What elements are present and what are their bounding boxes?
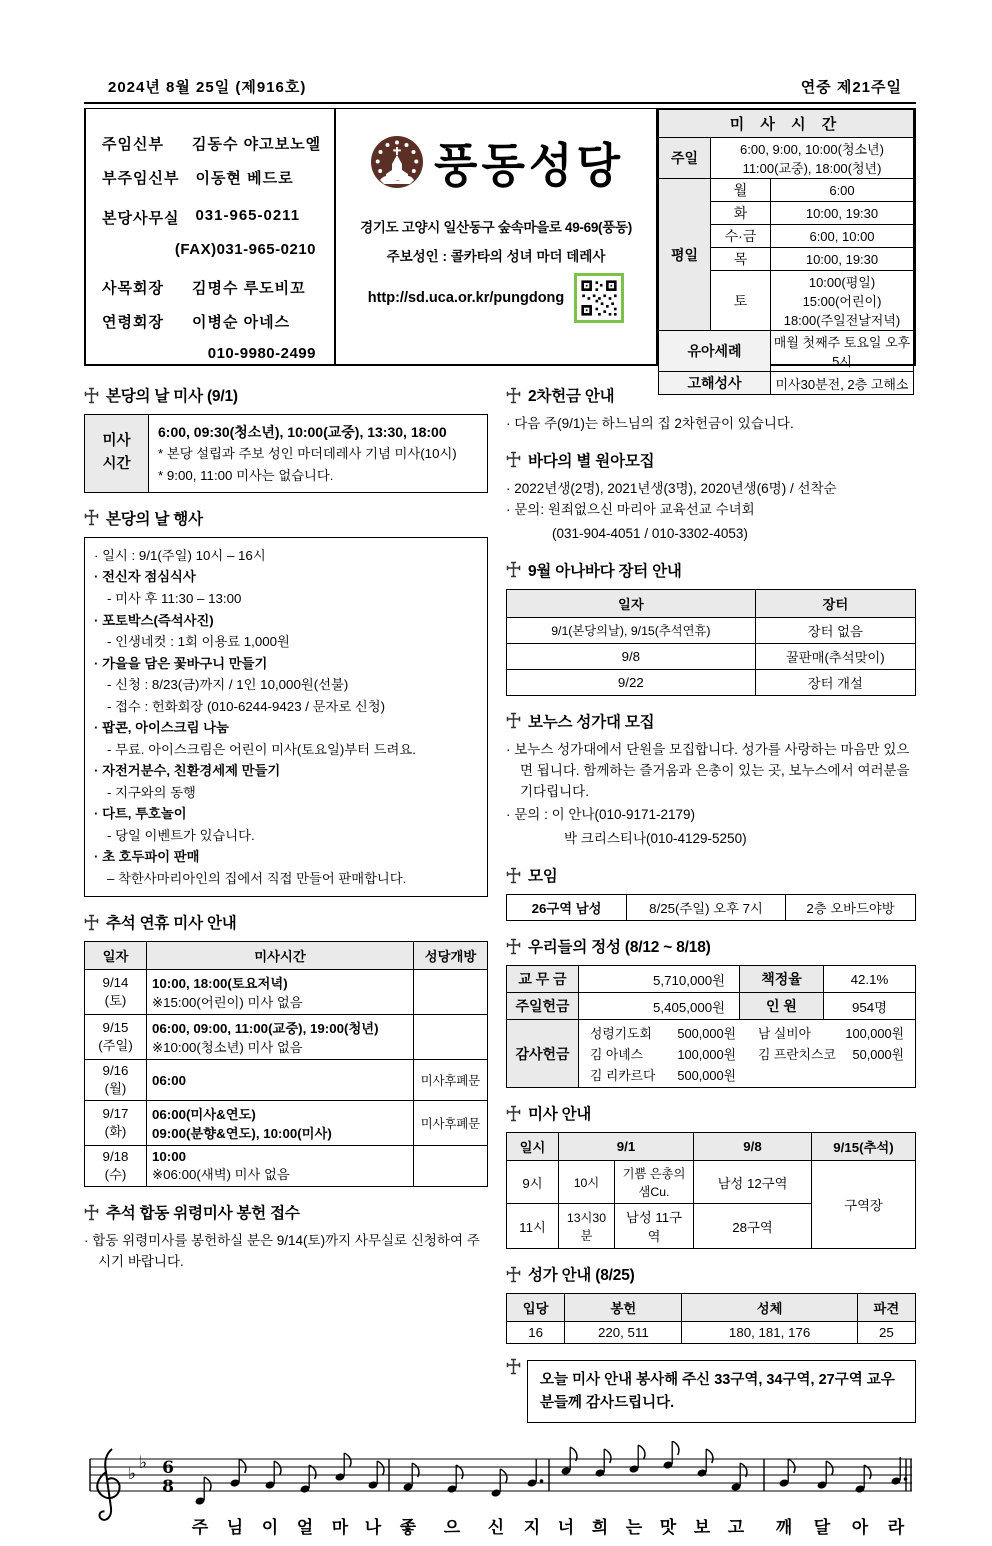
donor: 김 프란치스코 [758, 1047, 836, 1063]
date-cell [85, 1060, 147, 1101]
qr-code [574, 273, 624, 323]
cross-icon [84, 914, 99, 931]
times-cell [147, 1060, 414, 1101]
thanks-note-text: 오늘 미사 안내 봉사해 주신 33구역, 34구역, 27구역 교우분들께 감사드립니다. [527, 1360, 916, 1423]
table-row [85, 1101, 488, 1146]
svg-text:고: 고 [727, 1518, 745, 1538]
mass-guide-table [506, 1132, 916, 1249]
section-title-text: 9월 아나바다 장터 안내 [528, 562, 682, 580]
table-row [85, 1146, 488, 1187]
contact-fax: (FAX)031-965-0210 [174, 241, 316, 258]
times: 10:00, 18:00(토요저녁) [152, 976, 288, 992]
time-thu: 10:00, 19:30 [771, 248, 914, 271]
svg-text:는: 는 [625, 1518, 643, 1538]
time-sat-3: 18:00(주일전날저녁) [783, 313, 901, 328]
meeting-place: 2층 오바드야방 [786, 895, 916, 921]
times-note: ※06:00(새벽) 미사 없음 [152, 1167, 290, 1183]
donor: 남 실비아 [758, 1026, 812, 1042]
open-cell: 미사후폐문 [414, 1060, 488, 1101]
event-item: · 자전거분수, 친환경세제 만들기 [94, 763, 281, 779]
time-mon: 6:00 [771, 179, 914, 202]
mass-guide-cell: 10시 [559, 1161, 615, 1204]
key-flat-1: ♭ [128, 1464, 137, 1485]
offering-value: 5,405,000원 [579, 993, 740, 1020]
svg-text:라: 라 [887, 1518, 905, 1538]
donation-item [584, 1023, 742, 1042]
sunday-times-2: 11:00(교중), 18:00(청년) [742, 161, 882, 176]
meeting-group: 26구역 남성 [507, 895, 627, 921]
section-title [506, 559, 916, 581]
offering-value: 954명 [824, 993, 916, 1020]
table-row [507, 993, 916, 1020]
brand-row [342, 129, 650, 194]
event-subitem: - 인생네컷 : 1회 이용료 1,000원 [107, 634, 290, 650]
svg-text:깨: 깨 [775, 1518, 793, 1538]
thanks-note [506, 1360, 916, 1423]
choir-recruit-paragraph: · 보누스 성가대에서 단원을 모집합니다. 성가를 사랑하는 마음만 있으면 됩니다. 함께하는 즐거움과 은총이 있는 곳, 보누스에서 여러분을 기다립니다. [506, 741, 910, 799]
section-title [506, 864, 916, 886]
contact-row [102, 133, 326, 154]
times-note: ※10:00(청소년) 미사 없음 [152, 1040, 303, 1056]
section-title-text: 우리들의 정성 (8/12 ~ 8/18) [528, 939, 711, 957]
section-title-text: 성가 안내 (8/25) [528, 1267, 635, 1285]
second-offering-note: · 다음 주(9/1)는 하느님의 집 2차헌금이 있습니다. [506, 416, 794, 431]
church-address: 경기도 고양시 일산동구 숲속마을로 49-69(풍동) [360, 220, 632, 235]
weekday: (수) [104, 1167, 127, 1183]
col-header: 일시 [507, 1133, 559, 1161]
event-item: · 초 호두파이 판매 [94, 849, 200, 865]
cross-icon [506, 1358, 521, 1375]
col-header: 일자 [507, 589, 756, 617]
date: 9/18 [102, 1149, 129, 1165]
section-title-text: 본당의 날 미사 (9/1) [106, 388, 238, 405]
svg-text:이: 이 [261, 1518, 279, 1538]
contact-value: 031-965-0211 [195, 207, 301, 224]
col-header: 일자 [85, 942, 147, 970]
time-signature-top: 6 [162, 1458, 174, 1479]
cross-icon [506, 451, 521, 468]
svg-text:얼: 얼 [296, 1518, 314, 1538]
amount: 50,000원 [852, 1047, 904, 1063]
times-cell [147, 1015, 414, 1060]
donor: 성령기도회 [590, 1026, 652, 1042]
col-header: 봉헌 [565, 1294, 682, 1322]
date-cell [85, 970, 147, 1015]
memorial-mass-note: · 합동 위령미사를 봉헌하실 분은 9/14(토)까지 사무실로 신청하여 주시기 바랍니다. [84, 1233, 480, 1270]
event-subitem: – 착한사마리아인의 집에서 직접 만들어 판매합니다. [107, 870, 407, 886]
cross-icon [506, 712, 521, 729]
thanks-offering-cell [579, 1020, 916, 1088]
contact-row [102, 277, 326, 298]
section-title [506, 935, 916, 957]
market-table [506, 589, 916, 696]
time-sat-1: 10:00(평일) [808, 275, 876, 290]
church-name: 풍동성당 [434, 138, 624, 193]
section-title [84, 507, 488, 529]
table-row [507, 617, 916, 643]
meeting-time: 8/25(주일) 오후 7시 [627, 895, 786, 921]
date-cell [85, 1146, 147, 1187]
mass-time-label-2: 시간 [102, 456, 131, 473]
event-item: · 팝콘, 아이스크림 나눔 [94, 720, 229, 736]
date: 9/17 [102, 1106, 129, 1122]
col-header: 9/8 [694, 1133, 812, 1161]
cross-icon [506, 867, 521, 884]
contact-label: 연령회장 [102, 314, 164, 331]
donor: 김 아녜스 [590, 1047, 644, 1063]
svg-text:보: 보 [693, 1518, 711, 1538]
section-title [506, 1263, 916, 1285]
left-column [84, 380, 488, 1423]
sunday-times [711, 138, 914, 179]
weekday: (토) [104, 993, 127, 1009]
col-header: 미사시간 [147, 942, 414, 970]
date: 9/14 [102, 975, 129, 991]
contact-row [102, 345, 326, 362]
times-note: ※15:00(어린이) 미사 없음 [152, 995, 303, 1011]
mass-note-1: * 본당 설립과 주보 성인 마더데레사 기념 미사(10시) [158, 446, 457, 462]
col-header: 장터 [755, 589, 915, 617]
hymn-staff [84, 1441, 916, 1546]
time-sat-2: 15:00(어린이) [802, 294, 882, 309]
weekday-label: 평일 [659, 179, 711, 331]
confession-label: 고해성사 [659, 372, 771, 395]
parish-day-events-box [84, 537, 488, 898]
section-title-text: 모임 [528, 868, 558, 886]
svg-text:희: 희 [591, 1518, 609, 1538]
event-subitem: - 당일 이벤트가 있습니다. [107, 827, 255, 843]
market-value: 장터 개설 [755, 669, 915, 695]
svg-text:지: 지 [523, 1518, 541, 1538]
svg-text:신: 신 [487, 1518, 505, 1538]
hymn-number: 180, 181, 176 [682, 1322, 857, 1344]
main-columns [84, 380, 916, 1423]
kindergarten-line: · 문의: 원죄없으신 마리아 교육선교 수녀회 [506, 501, 755, 517]
issue-date: 2024년 8월 25일 (제916호) [108, 79, 307, 96]
treble-clef-icon [97, 1449, 119, 1520]
chuseok-mass-table [84, 941, 488, 1187]
mass-guide-cell: 구역장 [812, 1161, 916, 1249]
cross-icon [506, 387, 521, 404]
contact-value: 김명수 루도비꼬 [192, 280, 306, 297]
contact-row [102, 207, 326, 228]
market-value: 장터 없음 [755, 617, 915, 643]
hymn-number: 220, 511 [565, 1322, 682, 1344]
liturgical-week: 연중 제21주일 [800, 79, 902, 96]
col-header: 9/1 [559, 1133, 694, 1161]
offering-table [506, 965, 916, 1088]
cross-icon [84, 387, 99, 404]
day-sat: 토 [711, 271, 771, 331]
table-row [507, 669, 916, 695]
table-row [507, 1161, 916, 1204]
right-column [506, 380, 916, 1423]
offering-label: 책정율 [740, 966, 824, 993]
event-subitem: - 접수 : 헌화회장 (010-6244-9423 / 문자로 신청) [107, 698, 386, 714]
donation-item [584, 1044, 742, 1063]
svg-text:마: 마 [331, 1518, 349, 1538]
mass-guide-cell: 남성 11구역 [615, 1204, 694, 1249]
baptism-value: 매월 첫째주 토요일 오후5시 [771, 331, 914, 372]
confession-value: 미사30분전, 2층 고해소 [771, 372, 914, 395]
kindergarten-phone: (031-904-4051 / 010-3302-4053) [552, 525, 748, 541]
date-cell [85, 1015, 147, 1060]
svg-text:으: 으 [443, 1518, 461, 1538]
day-mon: 월 [711, 179, 771, 202]
market-date: 9/1(본당의날), 9/15(추석연휴) [507, 617, 756, 643]
mass-times: 6:00, 09:30(청소년), 10:00(교중), 13:30, 18:00 [158, 424, 447, 440]
event-subitem: - 미사 후 11:30 – 13:00 [107, 590, 242, 606]
open-cell: 미사후폐문 [414, 1101, 488, 1146]
table-row [507, 895, 916, 921]
col-header: 입당 [507, 1294, 565, 1322]
weekday: (화) [104, 1124, 127, 1140]
table-row [507, 966, 916, 993]
amount: 100,000원 [677, 1047, 736, 1063]
table-row [85, 970, 488, 1015]
day-thu: 목 [711, 248, 771, 271]
section-title [506, 710, 916, 732]
open-cell [414, 1146, 488, 1187]
date-cell [85, 1101, 147, 1146]
mass-schedule-panel [658, 109, 914, 392]
table-row [85, 1015, 488, 1060]
section-title [506, 449, 916, 471]
section-title-text: 보누스 성가대 모집 [528, 713, 655, 731]
col-header: 9/15(추석) [812, 1133, 916, 1161]
mass-guide-cell: 9시 [507, 1161, 559, 1204]
event-item: · 가을을 담은 꽃바구니 만들기 [94, 655, 268, 671]
times: 06:00(미사&연도) [152, 1107, 256, 1123]
contact-label: 주임신부 [102, 136, 164, 153]
hymn-table [506, 1293, 916, 1344]
contact-row [102, 241, 326, 258]
kindergarten-line: · 2022년생(2명), 2021년생(3명), 2020년생(6명) / 선착순 [506, 480, 837, 496]
contact-label: 사목회장 [102, 280, 164, 297]
market-date: 9/8 [507, 643, 756, 669]
market-date: 9/22 [507, 669, 756, 695]
masthead [84, 76, 916, 104]
day-tue: 화 [711, 202, 771, 225]
choir-contact-2: 박 크리스티나(010-4129-5250) [564, 831, 747, 847]
contact-panel [86, 109, 336, 364]
section-title-text: 바다의 별 원아모집 [528, 452, 655, 470]
offering-value: 5,710,000원 [579, 966, 740, 993]
contact-phone: 010-9980-2499 [207, 345, 316, 362]
cross-icon [506, 1105, 521, 1122]
section-title [84, 1201, 488, 1223]
contact-value: 김동수 야고보노엘 [192, 136, 322, 153]
cross-icon [506, 938, 521, 955]
event-item: · 다트, 투호놀이 [94, 806, 187, 822]
times-cell [147, 1101, 414, 1146]
parish-day-mass-table [84, 414, 488, 493]
contact-label: 부주임신부 [102, 170, 180, 187]
amount: 100,000원 [845, 1026, 904, 1042]
weekday: (주일) [98, 1038, 133, 1054]
time-sat [771, 271, 914, 331]
mass-time-label-1: 미사 [102, 433, 131, 450]
contact-row [102, 167, 326, 188]
mass-guide-cell: 28구역 [694, 1204, 812, 1249]
donation-item [752, 1044, 910, 1063]
svg-text:나: 나 [364, 1518, 382, 1538]
table-row [85, 1060, 488, 1101]
times: 09:00(분향&연도), 10:00(미사) [152, 1126, 332, 1142]
section-title-text: 2차헌금 안내 [528, 388, 615, 405]
cross-icon [506, 1266, 521, 1283]
sunday-times-1: 6:00, 9:00, 10:00(청소년) [740, 142, 884, 157]
mass-guide-cell: 11시 [507, 1204, 559, 1249]
event-subitem: - 무료. 아이스크림은 어린이 미사(토요일)부터 드려요. [107, 741, 416, 757]
event-item: · 일시 : 9/1(주일) 10시 – 16시 [94, 547, 266, 563]
patron-saint: 주보성인 : 콜카타의 성녀 마더 데레사 [386, 249, 606, 264]
meeting-table [506, 894, 916, 921]
open-cell [414, 1015, 488, 1060]
table-row [507, 1020, 916, 1088]
col-header: 성체 [682, 1294, 857, 1322]
market-value: 꿀판매(추석맞이) [755, 643, 915, 669]
col-header: 성당개방 [414, 942, 488, 970]
mass-guide-cell: 13시30분 [559, 1204, 615, 1249]
hymn-number: 25 [857, 1322, 915, 1344]
section-title-text: 미사 안내 [528, 1106, 592, 1124]
church-logo-icon [368, 133, 426, 191]
cross-icon [84, 509, 99, 526]
section-title [84, 384, 488, 406]
open-cell [414, 970, 488, 1015]
hymn-number: 16 [507, 1322, 565, 1344]
cross-icon [506, 561, 521, 578]
donor: 김 리카르다 [590, 1068, 656, 1084]
times-cell [147, 1146, 414, 1187]
donation-grid [584, 1023, 910, 1084]
church-url: http://sd.uca.or.kr/pungdong [367, 290, 565, 306]
event-item: · 전신자 점심식사 [94, 569, 196, 585]
time-wedfri: 6:00, 10:00 [771, 225, 914, 248]
mass-note-2: * 9:00, 11:00 미사는 없습니다. [158, 467, 334, 483]
time-signature-bottom: 8 [162, 1477, 174, 1498]
amount: 500,000원 [677, 1068, 736, 1084]
svg-text:달: 달 [813, 1518, 831, 1538]
notes-and-lyrics [192, 1441, 911, 1537]
times: 06:00 [152, 1072, 187, 1088]
section-title [84, 911, 488, 933]
bulletin-page [84, 76, 916, 1546]
mass-table-title: 미 사 시 간 [659, 110, 914, 138]
times: 06:00, 09:00, 11:00(교중), 19:00(청년) [152, 1021, 379, 1037]
offering-label: 교 무 금 [507, 966, 579, 993]
section-title-text: 추석 합동 위령미사 봉헌 접수 [106, 1205, 300, 1223]
day-wedfri: 수·금 [711, 225, 771, 248]
donation-item [752, 1023, 910, 1042]
mass-guide-cell: 남성 12구역 [694, 1161, 812, 1204]
cross-icon [84, 1204, 99, 1221]
svg-text:님: 님 [226, 1518, 244, 1538]
contact-value: 이동현 베드로 [195, 170, 294, 187]
col-header: 파견 [857, 1294, 915, 1322]
church-identity [336, 109, 658, 364]
section-title-text: 추석 연휴 미사 안내 [106, 915, 237, 933]
section-title [506, 384, 916, 406]
baptism-label: 유아세례 [659, 331, 771, 372]
contact-value: 이병순 아네스 [192, 314, 291, 331]
contact-row [102, 311, 326, 332]
table-row [507, 643, 916, 669]
section-title [506, 1102, 916, 1124]
offering-value: 42.1% [824, 966, 916, 993]
svg-text:맛: 맛 [659, 1518, 677, 1538]
donation-item [584, 1065, 742, 1084]
offering-label: 인 원 [740, 993, 824, 1020]
event-item: · 포토박스(즉석사진) [94, 612, 214, 628]
event-subitem: - 신청 : 8/23(금)까지 / 1인 10,000원(선불) [107, 677, 349, 693]
svg-text:좋: 좋 [399, 1518, 417, 1538]
section-title-text: 본당의 날 행사 [106, 510, 203, 528]
time-tue: 10:00, 19:30 [771, 202, 914, 225]
date: 9/15 [102, 1020, 129, 1036]
mass-time-label [85, 415, 149, 493]
offering-label: 감사헌금 [507, 1020, 579, 1088]
date: 9/16 [102, 1063, 129, 1079]
url-row [342, 273, 650, 323]
offering-label: 주일헌금 [507, 993, 579, 1020]
event-subitem: - 지구와의 동행 [107, 784, 196, 800]
info-box [84, 108, 916, 392]
times: 10:00 [152, 1149, 187, 1165]
sunday-label: 주일 [659, 138, 711, 179]
mass-time-detail [149, 415, 488, 493]
svg-text:아: 아 [851, 1518, 869, 1538]
svg-text:너: 너 [557, 1518, 575, 1538]
contact-label: 본당사무실 [102, 210, 180, 227]
amount: 500,000원 [677, 1026, 736, 1042]
choir-contact-1: · 문의 : 이 안나(010-9171-2179) [506, 807, 696, 823]
mass-guide-cell: 기쁨 은총의샘Cu. [615, 1161, 694, 1204]
table-row [507, 1322, 916, 1344]
music-staff-svg [84, 1441, 914, 1541]
key-flat-2: ♭ [139, 1453, 148, 1474]
svg-text:주: 주 [191, 1518, 209, 1538]
weekday: (월) [104, 1081, 127, 1097]
mass-schedule-table [658, 109, 914, 395]
times-cell [147, 970, 414, 1015]
